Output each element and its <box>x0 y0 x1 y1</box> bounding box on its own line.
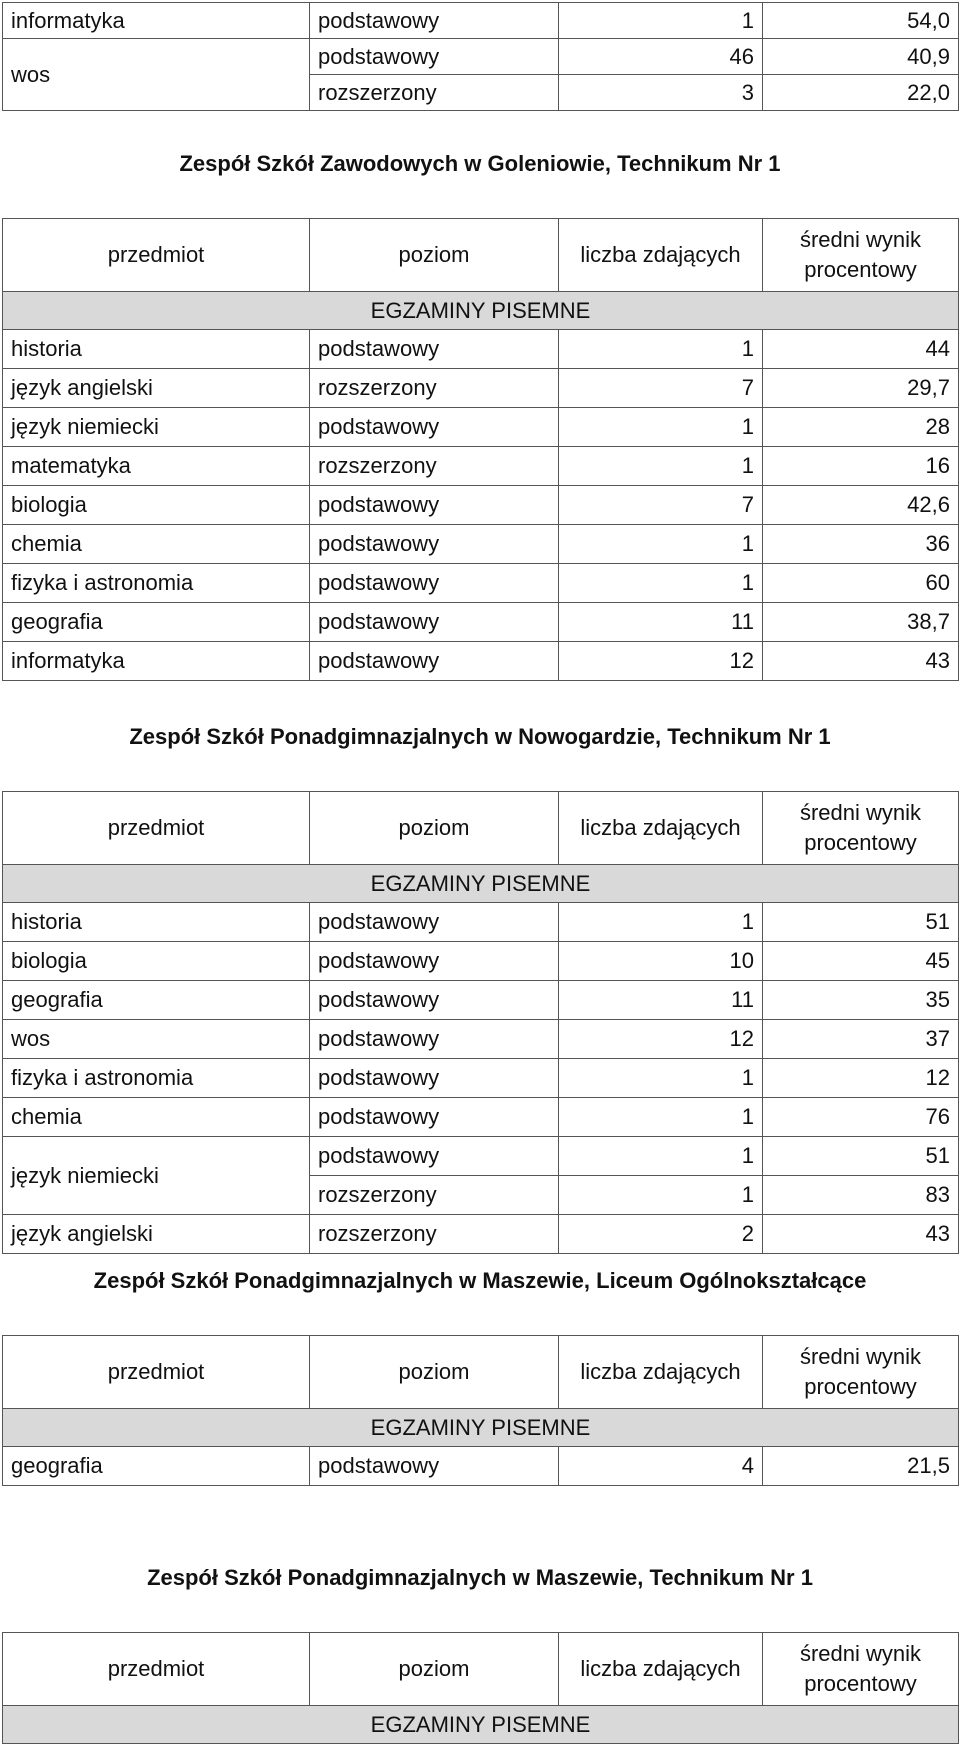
subject-cell: informatyka <box>3 642 310 681</box>
header-count: liczba zdających <box>559 1633 763 1706</box>
count-cell: 1 <box>559 903 763 942</box>
level-cell: podstawowy <box>310 1137 559 1176</box>
count-cell: 1 <box>559 408 763 447</box>
avg-cell: 42,6 <box>763 486 959 525</box>
header-avg-line2: procentowy <box>804 257 917 282</box>
band-label: EGZAMINY PISEMNE <box>3 865 959 903</box>
avg-cell: 37 <box>763 1020 959 1059</box>
band-label: EGZAMINY PISEMNE <box>3 1706 959 1744</box>
subject-cell: język niemiecki <box>3 408 310 447</box>
count-cell: 7 <box>559 486 763 525</box>
subject-cell: fizyka i astronomia <box>3 564 310 603</box>
table-row <box>3 408 959 447</box>
subject-cell: geografia <box>3 603 310 642</box>
section-title: Zespół Szkół Ponadgimnazjalnych w Maszewie, Liceum Ogólnokształcące <box>93 1268 867 1293</box>
table-row <box>3 1215 959 1254</box>
count-cell: 1 <box>559 1059 763 1098</box>
level-cell: podstawowy <box>310 981 559 1020</box>
avg-cell: 22,0 <box>763 75 959 111</box>
avg-cell: 35 <box>763 981 959 1020</box>
avg-cell: 83 <box>763 1176 959 1215</box>
avg-cell: 16 <box>763 447 959 486</box>
level-cell: podstawowy <box>310 603 559 642</box>
avg-cell: 38,7 <box>763 603 959 642</box>
level-cell: rozszerzony <box>310 447 559 486</box>
table-row <box>3 486 959 525</box>
band-row <box>3 865 959 903</box>
count-cell: 1 <box>559 447 763 486</box>
header-count: liczba zdających <box>559 1336 763 1409</box>
header-avg-line2: procentowy <box>804 1374 917 1399</box>
subject-cell: język niemiecki <box>3 1137 310 1215</box>
count-cell: 3 <box>559 75 763 111</box>
table-row <box>3 1020 959 1059</box>
count-cell: 4 <box>559 1447 763 1486</box>
table-row <box>3 903 959 942</box>
header-row <box>3 1633 959 1706</box>
subject-cell: wos <box>3 39 310 111</box>
count-cell: 2 <box>559 1215 763 1254</box>
header-avg <box>763 1633 959 1706</box>
header-avg-line1: średni wynik <box>799 1641 922 1667</box>
count-cell: 1 <box>559 1137 763 1176</box>
count-cell: 1 <box>559 564 763 603</box>
count-cell: 1 <box>559 1098 763 1137</box>
avg-cell: 54,0 <box>763 3 959 39</box>
results-table <box>2 791 959 1254</box>
level-cell: podstawowy <box>310 1447 559 1486</box>
header-avg <box>763 1336 959 1409</box>
header-level: poziom <box>310 219 559 292</box>
subject-cell: wos <box>3 1020 310 1059</box>
count-cell: 46 <box>559 39 763 75</box>
table-row <box>3 603 959 642</box>
subject-cell: chemia <box>3 1098 310 1137</box>
level-cell: podstawowy <box>310 1020 559 1059</box>
results-table <box>2 1632 959 1744</box>
avg-cell: 43 <box>763 642 959 681</box>
header-avg <box>763 219 959 292</box>
band-row <box>3 292 959 330</box>
table-row <box>3 525 959 564</box>
subject-cell: biologia <box>3 942 310 981</box>
avg-cell: 36 <box>763 525 959 564</box>
header-avg <box>763 792 959 865</box>
subject-cell: biologia <box>3 486 310 525</box>
avg-cell: 21,5 <box>763 1447 959 1486</box>
table-row <box>3 3 959 39</box>
subject-cell: geografia <box>3 981 310 1020</box>
band-row <box>3 1409 959 1447</box>
avg-cell: 29,7 <box>763 369 959 408</box>
count-cell: 1 <box>559 1176 763 1215</box>
level-cell: rozszerzony <box>310 369 559 408</box>
avg-cell: 12 <box>763 1059 959 1098</box>
header-count: liczba zdających <box>559 792 763 865</box>
table-row <box>3 1059 959 1098</box>
subject-cell: chemia <box>3 525 310 564</box>
level-cell: podstawowy <box>310 1098 559 1137</box>
table-row <box>3 642 959 681</box>
header-avg-line2: procentowy <box>804 1671 917 1696</box>
level-cell: podstawowy <box>310 525 559 564</box>
table-row <box>3 1098 959 1137</box>
band-row <box>3 1706 959 1744</box>
header-subject: przedmiot <box>3 792 310 865</box>
band-label: EGZAMINY PISEMNE <box>3 1409 959 1447</box>
avg-cell: 60 <box>763 564 959 603</box>
level-cell: rozszerzony <box>310 1176 559 1215</box>
table-row <box>3 942 959 981</box>
results-table <box>2 218 959 681</box>
header-level: poziom <box>310 1336 559 1409</box>
section-title: Zespół Szkół Zawodowych w Goleniowie, Technikum Nr 1 <box>179 151 781 176</box>
table-row <box>3 981 959 1020</box>
count-cell: 1 <box>559 525 763 564</box>
header-level: poziom <box>310 792 559 865</box>
header-avg-line1: średni wynik <box>799 1344 922 1370</box>
level-cell: podstawowy <box>310 1059 559 1098</box>
top-results-table <box>2 2 959 111</box>
header-subject: przedmiot <box>3 1633 310 1706</box>
subject-cell: język angielski <box>3 1215 310 1254</box>
header-level: poziom <box>310 1633 559 1706</box>
table-row <box>3 39 959 75</box>
header-row <box>3 792 959 865</box>
header-count: liczba zdających <box>559 219 763 292</box>
avg-cell: 51 <box>763 1137 959 1176</box>
header-avg-line1: średni wynik <box>799 800 922 826</box>
level-cell: podstawowy <box>310 486 559 525</box>
table-row <box>3 1137 959 1176</box>
avg-cell: 28 <box>763 408 959 447</box>
table-row <box>3 1447 959 1486</box>
level-cell: podstawowy <box>310 564 559 603</box>
subject-cell: geografia <box>3 1447 310 1486</box>
level-cell: podstawowy <box>310 642 559 681</box>
count-cell: 1 <box>559 330 763 369</box>
avg-cell: 40,9 <box>763 39 959 75</box>
section-title: Zespół Szkół Ponadgimnazjalnych w Nowogardzie, Technikum Nr 1 <box>129 724 831 749</box>
level-cell: podstawowy <box>310 903 559 942</box>
avg-cell: 44 <box>763 330 959 369</box>
avg-cell: 45 <box>763 942 959 981</box>
results-table <box>2 1335 959 1486</box>
subject-cell: historia <box>3 330 310 369</box>
count-cell: 10 <box>559 942 763 981</box>
level-cell: podstawowy <box>310 3 559 39</box>
level-cell: podstawowy <box>310 39 559 75</box>
subject-cell: fizyka i astronomia <box>3 1059 310 1098</box>
section-title: Zespół Szkół Ponadgimnazjalnych w Maszewie, Technikum Nr 1 <box>147 1565 813 1590</box>
count-cell: 11 <box>559 603 763 642</box>
subject-cell: historia <box>3 903 310 942</box>
count-cell: 1 <box>559 3 763 39</box>
level-cell: podstawowy <box>310 330 559 369</box>
level-cell: podstawowy <box>310 942 559 981</box>
header-subject: przedmiot <box>3 1336 310 1409</box>
avg-cell: 76 <box>763 1098 959 1137</box>
subject-cell: język angielski <box>3 369 310 408</box>
table-row <box>3 330 959 369</box>
count-cell: 12 <box>559 1020 763 1059</box>
count-cell: 12 <box>559 642 763 681</box>
count-cell: 11 <box>559 981 763 1020</box>
band-label: EGZAMINY PISEMNE <box>3 292 959 330</box>
avg-cell: 51 <box>763 903 959 942</box>
header-row <box>3 219 959 292</box>
table-row <box>3 447 959 486</box>
avg-cell: 43 <box>763 1215 959 1254</box>
table-row <box>3 564 959 603</box>
header-avg-line2: procentowy <box>804 830 917 855</box>
level-cell: podstawowy <box>310 408 559 447</box>
header-subject: przedmiot <box>3 219 310 292</box>
subject-cell: matematyka <box>3 447 310 486</box>
level-cell: rozszerzony <box>310 1215 559 1254</box>
subject-cell: informatyka <box>3 3 310 39</box>
header-row <box>3 1336 959 1409</box>
count-cell: 7 <box>559 369 763 408</box>
header-avg-line1: średni wynik <box>799 227 922 253</box>
level-cell: rozszerzony <box>310 75 559 111</box>
table-row <box>3 369 959 408</box>
